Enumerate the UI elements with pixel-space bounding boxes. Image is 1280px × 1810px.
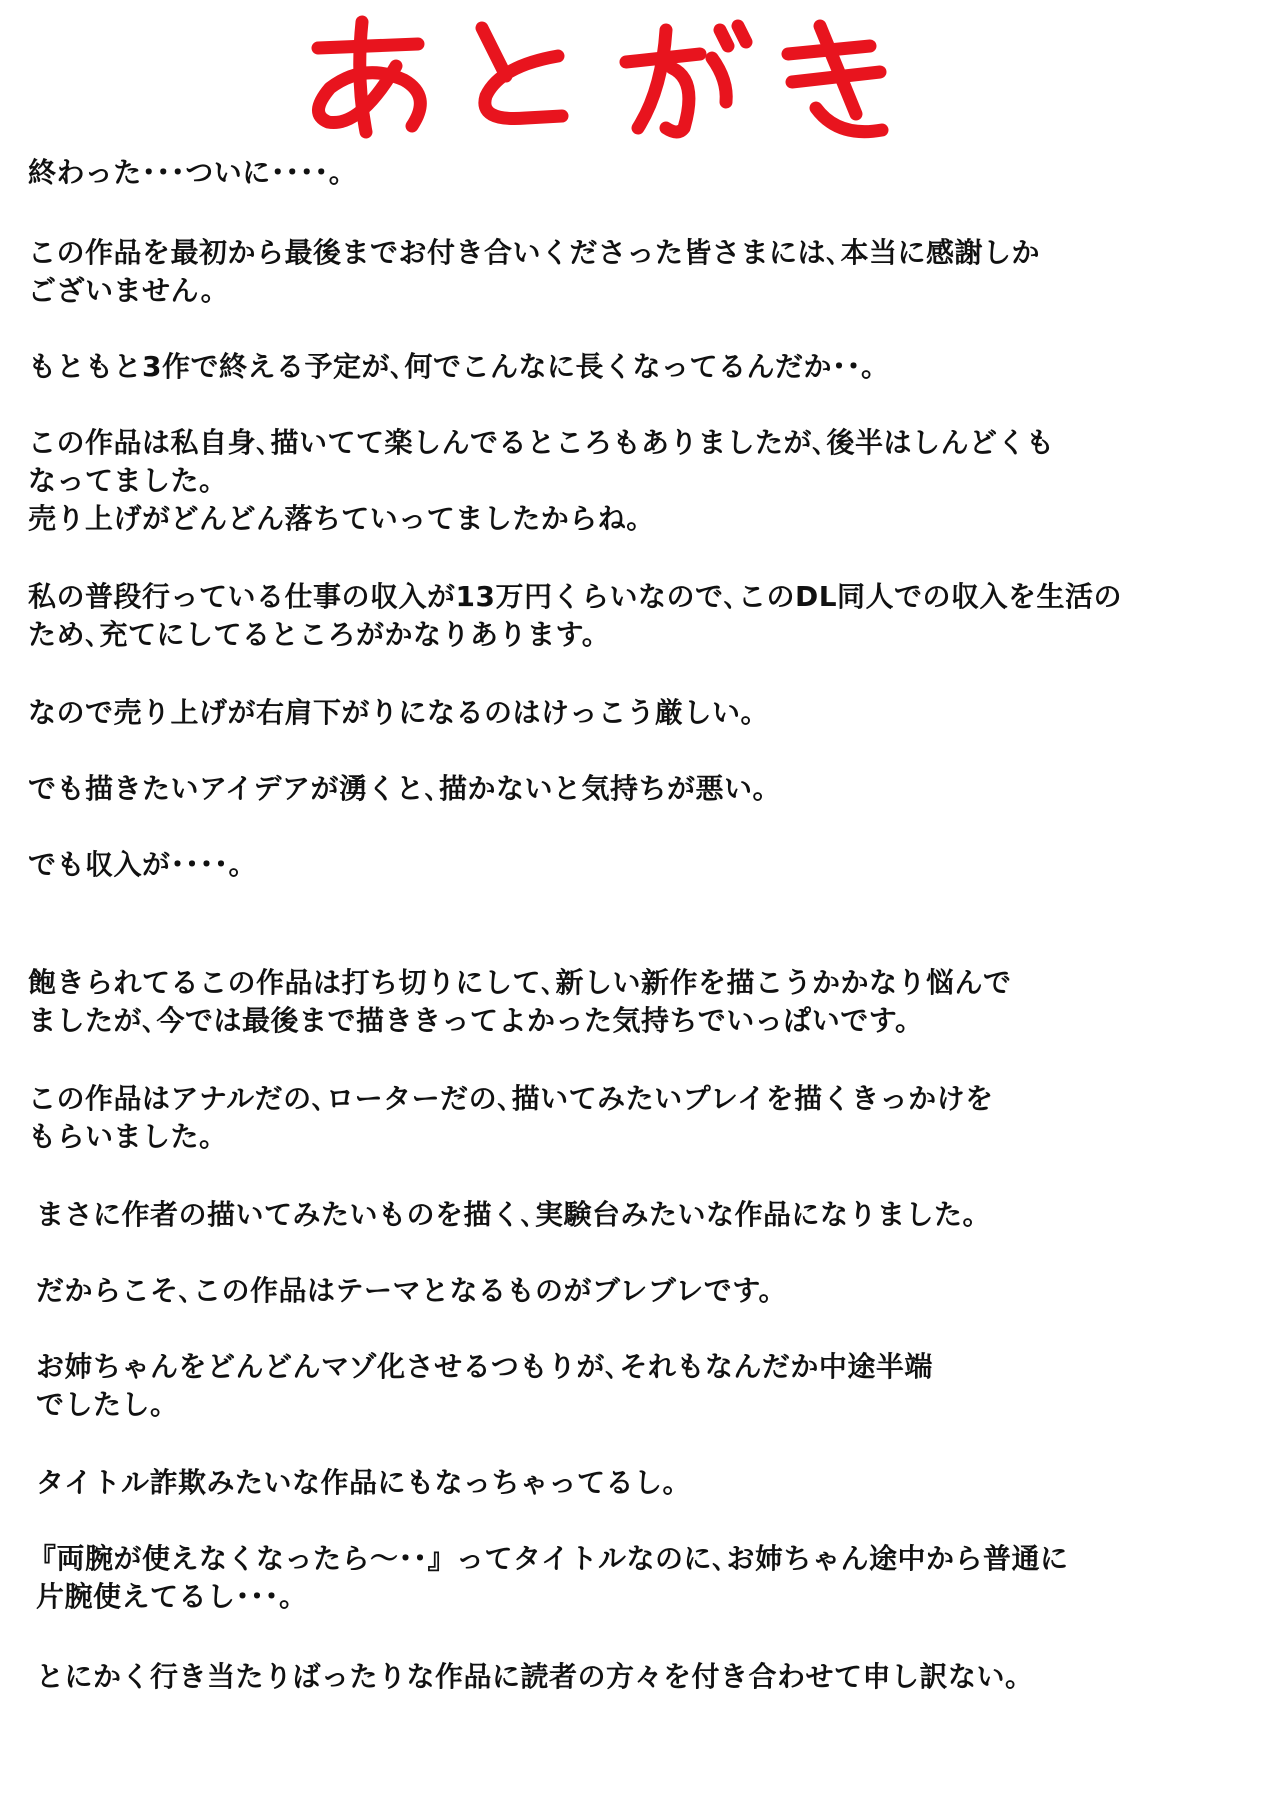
paragraph <box>28 964 1012 1040</box>
text-line: ため､充てにしてるところがかなりあります。 <box>28 618 611 651</box>
paragraph <box>28 234 1040 310</box>
paragraph <box>36 1196 991 1234</box>
paragraph <box>36 1272 787 1310</box>
text-line: とにかく行き当たりばったりな作品に読者の方々を付き合わせて申し訳ない。 <box>36 1660 1034 1693</box>
paragraph <box>28 348 890 386</box>
text-line: タイトル詐欺みたいな作品にもなっちゃってるし。 <box>36 1466 691 1499</box>
text-line: この作品を最初から最後までお付き合いくださった皆さまには､本当に感謝しか <box>28 236 1041 269</box>
text-line: もともと3作で終える予定が､何でこんなに長くなってるんだか･･。 <box>28 350 890 383</box>
text-line: この作品は私自身､描いてて楽しんでるところもありましたが､後半はしんどくも <box>28 426 1055 459</box>
afterword-heading <box>0 0 1280 150</box>
text-line: 私の普段行っている仕事の収入が13万円くらいなので､このDL同人での収入を生活の <box>28 580 1123 613</box>
text-line: 飽きられてるこの作品は打ち切りにして､新しい新作を描こうかかなり悩んで <box>28 966 1012 999</box>
paragraph <box>28 694 769 732</box>
text-line: でも描きたいアイデアが湧くと､描かないと気持ちが悪い。 <box>28 772 781 805</box>
paragraph <box>28 424 1055 538</box>
paragraph <box>28 154 357 192</box>
paragraph <box>28 1080 994 1156</box>
text-line: だからこそ､この作品はテーマとなるものがブレブレです。 <box>36 1274 788 1307</box>
text-line: 『両腕が使えなくなったら〜･･』ってタイトルなのに､お姉ちゃん途中から普通に <box>28 1542 1069 1575</box>
text-line: なので売り上げが右肩下がりになるのはけっこう厳しい。 <box>28 696 770 729</box>
paragraph <box>28 1540 1068 1616</box>
paragraph <box>28 578 1122 654</box>
text-line: ましたが､今では最後まで描ききってよかった気持ちでいっぱいです。 <box>28 1004 924 1037</box>
text-line: もらいました。 <box>28 1120 228 1153</box>
text-line: 売り上げがどんどん落ちていってましたからね。 <box>28 502 655 535</box>
text-line: ございません。 <box>28 274 230 307</box>
text-line: お姉ちゃんをどんどんマゾ化させるつもりが､それもなんだか中途半端 <box>36 1350 933 1383</box>
paragraph <box>36 1464 691 1502</box>
text-line: なってました。 <box>28 464 228 497</box>
text-line: 終わった･･･ついに････。 <box>28 156 358 189</box>
heading-handwritten-logo <box>300 10 920 145</box>
text-line: でしたし。 <box>36 1388 179 1421</box>
paragraph <box>36 1348 933 1424</box>
text-line: でも収入が････。 <box>28 848 258 881</box>
paragraph <box>28 770 781 808</box>
text-line: 片腕使えてるし･･･。 <box>36 1580 308 1613</box>
text-line: まさに作者の描いてみたいものを描く､実験台みたいな作品になりました。 <box>36 1198 992 1231</box>
text-line: この作品はアナルだの､ローターだの､描いてみたいプレイを描くきっかけを <box>28 1082 994 1115</box>
paragraph <box>36 1658 1034 1696</box>
paragraph <box>28 846 257 884</box>
